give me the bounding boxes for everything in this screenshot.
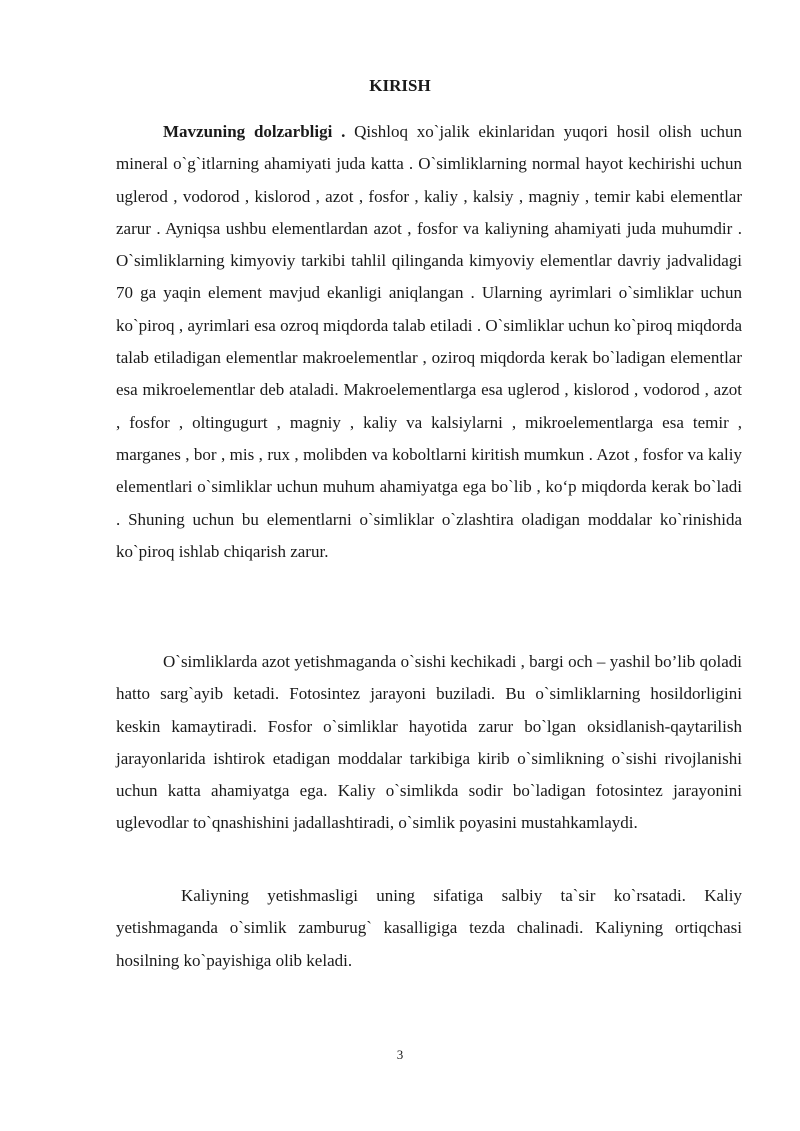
paragraph-lead: Mavzuning dolzarbligi .	[163, 122, 346, 141]
paragraph-1-text: Qishloq xo`jalik ekinlaridan yuqori hosil olish uchun mineral o`g`itlarning ahamiyati juda katta . O`simliklarning normal hayot kechirishi uchun uglerod , vodorod , kislorod , azot , fosfor , kaliy , kalsiy , magniy , temir kabi elementlar zarur . Ayniqsa ushbu elementlardan azot , fosfor va kaliyning ahamiyati juda muhumdir . O`simliklarning kimyoviy tarkibi tahlil qilinganda kimyoviy elementlar davriy jadvalidagi 70 ga yaqin element mavjud ekanligi aniqlangan . Ularning ayrimlari o`simliklar uchun ko`piroq , ayrimlari esa ozroq miqdorda talab etiladi . O`simliklar uchun ko`piroq miqdorda talab etiladigan elementlar makroelementlar , oziroq miqdorda kerak bo`ladigan elementlar esa mikroelementlar deb ataladi. Makroelementlarga esa uglerod , kislorod , vodorod , azot , fosfor , oltingugurt , magniy , kaliy va kalsiylarni , mikroelementlarga esa temir , marganes , bor , mis , rux , molibden va koboltlarni kiritish mumkun . Azot , fosfor va kaliy elementlari o`simliklar uchun muhum ahamiyatga ega bo`lib , ko‘p miqdorda kerak bo`ladi . Shuning uchun bu elementlarni o`simliklar o`zlashtira oladigan moddalar ko`rinishida ko`piroq ishlab chiqarish zarur.	[116, 122, 742, 561]
section-title: KIRISH	[369, 76, 431, 95]
page-number: 3	[396, 1047, 404, 1062]
paragraph-3: Kaliyning yetishmasligi uning sifatiga salbiy ta`sir ko`rsatadi. Kaliy yetishmaganda o`simlik zamburug` kasalligiga tezda chalinadi. Kaliyning ortiqchasi hosilning ko`payishiga olib keladi.	[116, 886, 742, 970]
paragraph-1	[116, 116, 742, 568]
paragraph-2: O`simliklarda azot yetishmaganda o`sishi kechikadi , bargi och – yashil bo’lib qoladi hatto sarg`ayib ketadi. Fotosintez jarayoni buziladi. Bu o`simliklarning hosildorligini keskin kamaytiradi. Fosfor o`simliklar hayotida zarur bo`lgan oksidlanish-qaytarilish jarayonlarida ishtirok etadigan moddalar tarkibiga kirib o`simlikning o`sishi rivojlanishi uchun katta ahamiyatga ega. Kaliy o`simlikda sodir bo`ladigan fotosintez jarayonini uglevodlar to`qnashishini jadallashtiradi, o`simlik poyasini mustahkamlaydi.	[116, 652, 742, 833]
